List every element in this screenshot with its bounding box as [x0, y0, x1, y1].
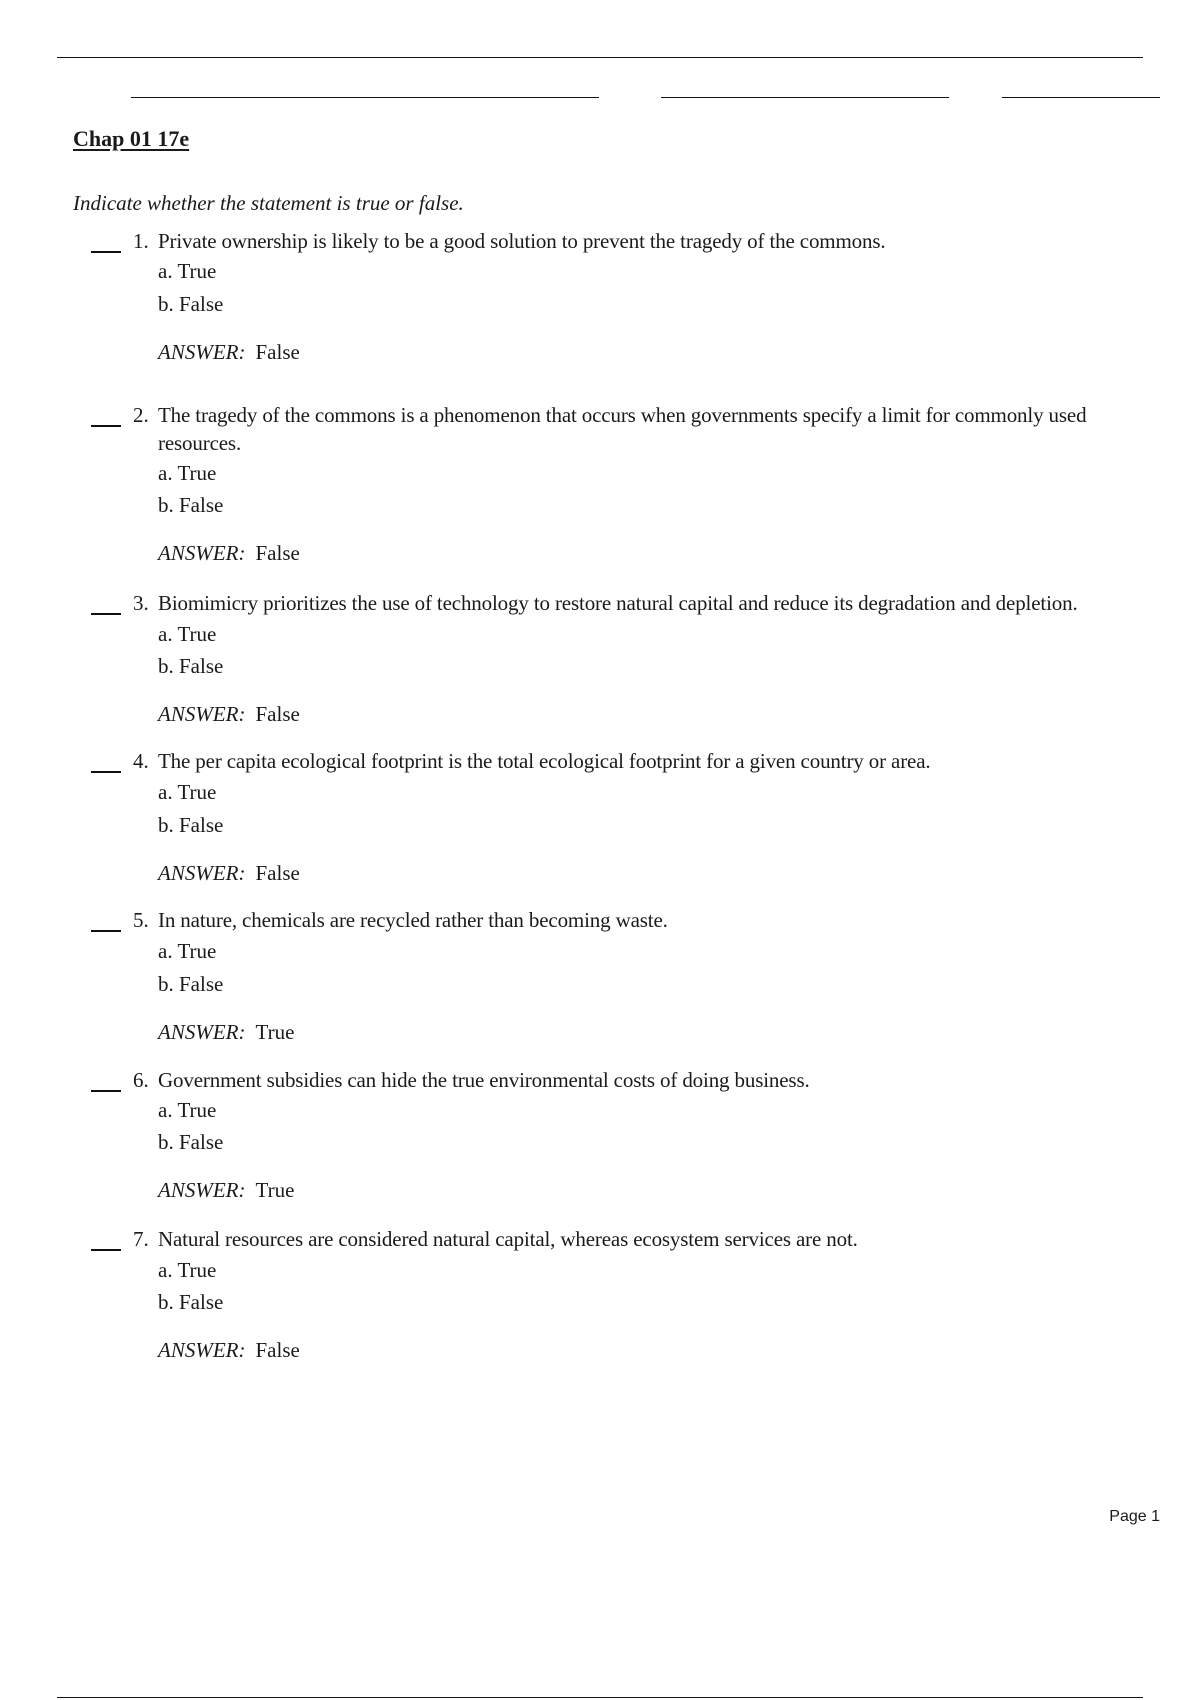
answer-line: [158, 1018, 294, 1046]
question-text: In nature, chemicals are recycled rather than becoming waste.: [158, 908, 668, 932]
answer-value: True: [255, 1178, 295, 1202]
question-text: Government subsidies can hide the true environmental costs of doing business.: [158, 1068, 810, 1092]
answer-label: ANSWER:: [158, 541, 246, 565]
footer-rule: [57, 1697, 1143, 1698]
answer-line: [158, 1176, 294, 1204]
question-number: 7.: [133, 1227, 149, 1251]
page-number: Page 1: [1109, 1508, 1160, 1525]
answer-value: False: [255, 861, 300, 885]
choice-a: a. True: [158, 780, 217, 804]
name-blank-line: [131, 97, 599, 98]
question-number: 4.: [133, 749, 149, 773]
question-text: Biomimicry prioritizes the use of technology to restore natural capital and reduce its degradation and depletion.: [158, 591, 1078, 615]
choice-b: b. False: [158, 1290, 224, 1314]
answer-label: ANSWER:: [158, 340, 246, 364]
choice-b: b. False: [158, 1130, 224, 1154]
answer-line: [158, 338, 300, 366]
choice-a: a. True: [158, 622, 217, 646]
question-text: The per capita ecological footprint is the total ecological footprint for a given country or area.: [158, 749, 931, 773]
answer-blank[interactable]: [91, 613, 121, 615]
answer-value: False: [255, 541, 300, 565]
answer-label: ANSWER:: [158, 1338, 246, 1362]
answer-blank[interactable]: [91, 251, 121, 253]
question-text: The tragedy of the commons is a phenomenon that occurs when governments specify a limit for commonly used resources.: [158, 403, 1087, 455]
question-number: 5.: [133, 908, 149, 932]
answer-line: [158, 859, 300, 887]
question-text: Natural resources are considered natural capital, whereas ecosystem services are not.: [158, 1227, 858, 1251]
answer-line: [158, 1336, 300, 1364]
question-number: 3.: [133, 591, 149, 615]
date-blank-line: [1002, 97, 1160, 98]
answer-value: False: [255, 702, 300, 726]
question-number: 6.: [133, 1068, 149, 1092]
choice-b: b. False: [158, 813, 224, 837]
choice-b: b. False: [158, 493, 224, 517]
choice-b: b. False: [158, 972, 224, 996]
answer-label: ANSWER:: [158, 1020, 246, 1044]
answer-line: [158, 539, 300, 567]
answer-blank[interactable]: [91, 1090, 121, 1092]
header-rule: [57, 57, 1143, 58]
answer-blank[interactable]: [91, 771, 121, 773]
class-blank-line: [661, 97, 949, 98]
answer-value: False: [255, 340, 300, 364]
answer-blank[interactable]: [91, 425, 121, 427]
answer-blank[interactable]: [91, 1249, 121, 1251]
instructions: Indicate whether the statement is true or false.: [73, 191, 464, 215]
question-number: 2.: [133, 403, 149, 427]
choice-a: a. True: [158, 1258, 217, 1282]
choice-b: b. False: [158, 292, 224, 316]
question-number: 1.: [133, 229, 149, 253]
choice-a: a. True: [158, 259, 217, 283]
answer-label: ANSWER:: [158, 1178, 246, 1202]
page-title: Chap 01 17e: [73, 126, 190, 151]
answer-value: True: [255, 1020, 295, 1044]
choice-a: a. True: [158, 1098, 217, 1122]
answer-label: ANSWER:: [158, 702, 246, 726]
answer-label: ANSWER:: [158, 861, 246, 885]
question-text: Private ownership is likely to be a good solution to prevent the tragedy of the commons.: [158, 229, 886, 253]
choice-a: a. True: [158, 461, 217, 485]
answer-value: False: [255, 1338, 300, 1362]
answer-blank[interactable]: [91, 930, 121, 932]
answer-line: [158, 700, 300, 728]
choice-a: a. True: [158, 939, 217, 963]
choice-b: b. False: [158, 654, 224, 678]
